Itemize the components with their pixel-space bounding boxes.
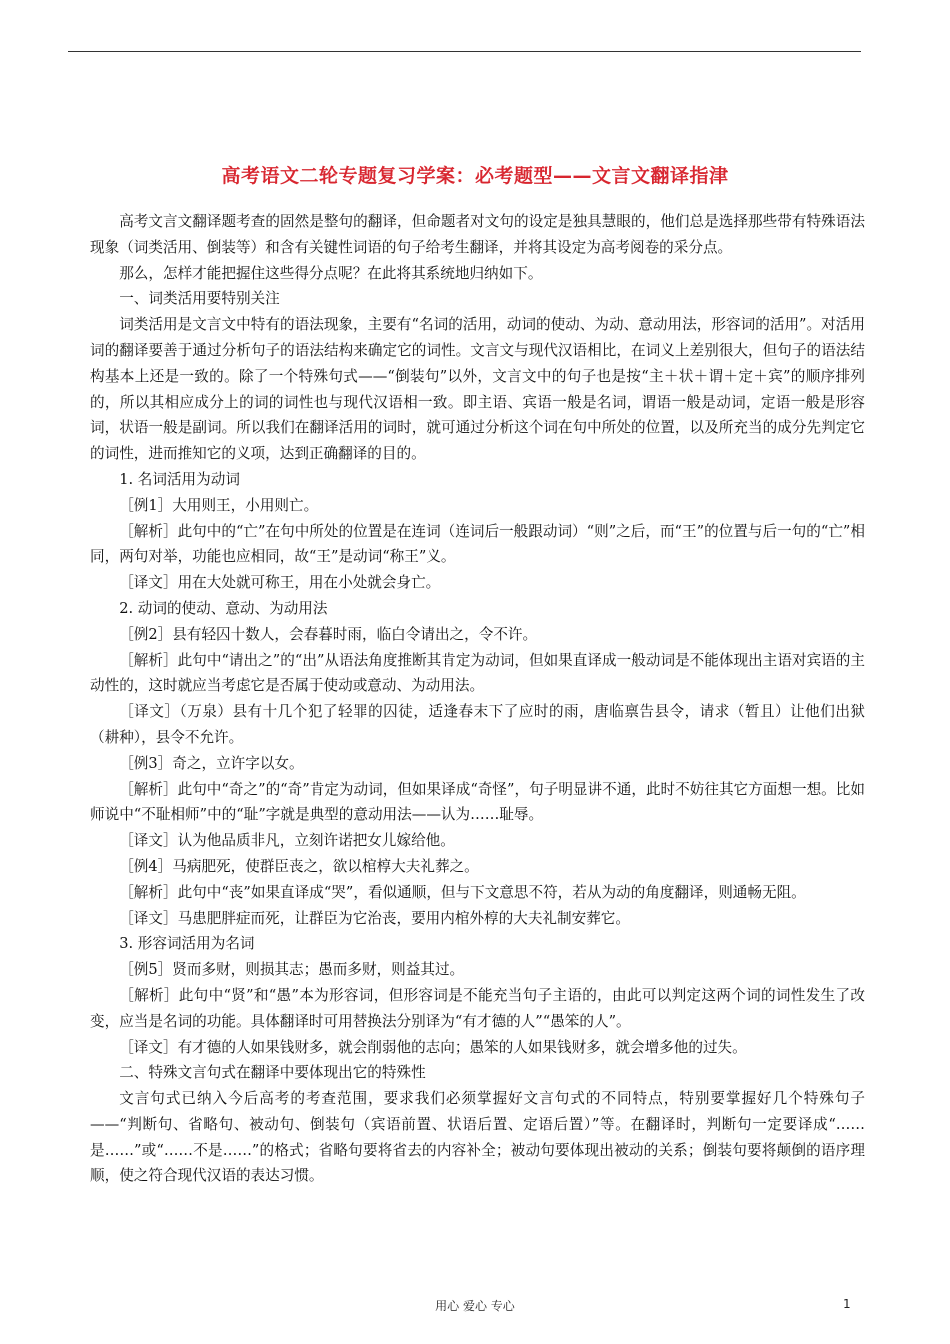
transition-paragraph: 那么，怎样才能把握住这些得分点呢？在此将其系统地归纳如下。 bbox=[119, 264, 543, 282]
analysis-1: ［解析］此句中的“亡”在句中所处的位置是在连词（连词后一般跟动词）“则”之后，而“王”的位置与后一句的“亡”相同，两句对举，功能也应相同，故“王”是动词“称王”义。 bbox=[90, 522, 865, 566]
section-1-intro: 词类活用是文言文中特有的语法现象，主要有“名词的活用，动词的使动、为动、意动用法，形容词的活用”。对活用词的翻译要善于通过分析句子的语法结构来确定它的词性。文言文与现代汉语相比，在词义上差别很大，但句子的语法结构基本上还是一致的。除了一个特殊句式——“倒装句”以外，文言文中的句子也是按“主＋状＋谓＋定＋宾”的顺序排列的，所以其相应成分上的词的词性也与现代汉语相一致。即主语、宾语一般是名词，谓语一般是动词，定语一般是形容词，状语一般是副词。所以我们在翻译活用的词时，就可通过分析这个词在句中所处的位置，以及所充当的成分先判定它的词性，进而推知它的义项，达到正确翻译的目的。 bbox=[90, 316, 865, 463]
translation-4: ［译文］马患肥胖症而死，让群臣为它治丧，要用内棺外椁的大夫礼制安葬它。 bbox=[119, 909, 630, 927]
page-footer: 用心 爱心 专心 bbox=[435, 1299, 515, 1313]
analysis-4: ［解析］此句中“丧”如果直译成“哭”，看似通顺，但与下文意思不符，若从为动的角度翻译，则通畅无阻。 bbox=[119, 883, 806, 901]
example-1: ［例1］大用则王，小用则亡。 bbox=[119, 496, 319, 514]
example-5: ［例5］贤而多财，则损其志；愚而多财，则益其过。 bbox=[119, 961, 465, 979]
section-2-intro: 文言句式已纳入今后高考的考查范围，要求我们必须掌握好文言句式的不同特点，特别要掌握好几个特殊句子——“判断句、省略句、被动句、倒装句（宾语前置、状语后置、定语后置）”等。在翻译时，判断句一定要译成“……是……”或“……不是……”的格式；省略句要将省去的内容补全；被动句要体现出被动的关系；倒装句要将颠倒的语序理顺，使之符合现代汉语的表达习惯。 bbox=[90, 1090, 865, 1185]
subsection-heading-3: 3. 形容词活用为名词 bbox=[119, 935, 255, 953]
analysis-5: ［解析］此句中“贤”和“愚”本为形容词，但形容词是不能充当句子主语的，由此可以判定这两个词的词性发生了改变，应当是名词的功能。具体翻译时可用替换法分别译为“有才德的人”“愚笨的人”。 bbox=[90, 986, 865, 1030]
analysis-2: ［解析］此句中“请出之”的“出”从语法角度推断其肯定为动词，但如果直译成一般动词是不能体现出主语对宾语的主动性的，这时就应当考虑它是否属于使动或意动、为动用法。 bbox=[90, 651, 865, 695]
document-body bbox=[90, 209, 865, 1189]
translation-5: ［译文］有才德的人如果钱财多，就会削弱他的志向；愚笨的人如果钱财多，就会增多他的过失。 bbox=[119, 1038, 747, 1056]
translation-1: ［译文］用在大处就可称王，用在小处就会身亡。 bbox=[119, 574, 441, 592]
subsection-heading-1: 1. 名词活用为动词 bbox=[119, 470, 240, 488]
analysis-3: ［解析］此句中“奇之”的“奇”肯定为动词，但如果译成“奇怪”，句子明显讲不通，此时不妨往其它方面想一想。比如师说中“不耻相师”中的“耻”字就是典型的意动用法——认为……耻辱。 bbox=[90, 780, 865, 824]
example-4: ［例4］马病肥死，使群臣丧之，欲以棺椁大夫礼葬之。 bbox=[119, 857, 479, 875]
intro-paragraph: 高考文言文翻译题考查的固然是整句的翻译，但命题者对文句的设定是独具慧眼的，他们总是选择那些带有特殊语法现象（词类活用、倒装等）和含有关键性词语的句子给考生翻译，并将其设定为高考阅卷的采分点。 bbox=[90, 213, 865, 256]
translation-2: ［译文］（万泉）县有十几个犯了轻罪的囚徒，适逢春末下了应时的雨，唐临禀告县令，请求（暂且）让他们出狱（耕种），县令不允许。 bbox=[90, 703, 865, 746]
section-heading-2: 二、特殊文言句式在翻译中要体现出它的特殊性 bbox=[119, 1064, 426, 1082]
example-3: ［例3］奇之，立许字以女。 bbox=[119, 754, 304, 772]
section-heading-1: 一、词类活用要特别关注 bbox=[119, 290, 280, 308]
subsection-heading-2: 2. 动词的使动、意动、为动用法 bbox=[119, 599, 328, 617]
header-rule bbox=[68, 51, 861, 52]
translation-3: ［译文］认为他品质非凡，立刻许诺把女儿嫁给他。 bbox=[119, 832, 455, 850]
example-2: ［例2］县有轻囚十数人，会春暮时雨，临白令请出之，令不许。 bbox=[119, 625, 538, 643]
document-title: 高考语文二轮专题复习学案：必考题型——文言文翻译指津 bbox=[221, 165, 729, 187]
page-number: 1 bbox=[843, 1297, 851, 1311]
